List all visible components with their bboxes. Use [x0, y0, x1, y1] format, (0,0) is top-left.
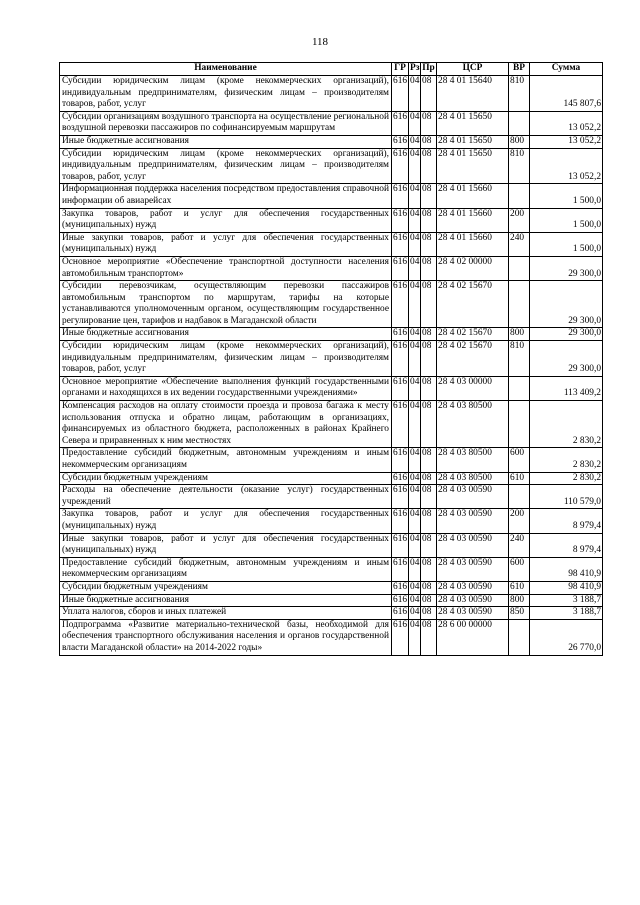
header-name: Наименование: [60, 63, 392, 76]
table-row: [60, 376, 603, 400]
gr-cell: 616: [392, 341, 409, 377]
table-body: [60, 76, 603, 656]
rz-cell: 04: [409, 448, 421, 472]
rz-cell: 04: [409, 472, 421, 485]
sum-cell: 98 410,9: [530, 581, 603, 594]
name-cell: Субсидии юридическим лицам (кроме некоммерческих организаций), индивидуальным предпринимателям, физическим лицам – производителям товаров, работ, услуг: [60, 341, 392, 377]
vr-cell: 800: [509, 135, 530, 148]
rz-cell: 04: [409, 256, 421, 280]
csr-cell: 28 4 02 15670: [437, 328, 509, 341]
vr-cell: [509, 281, 530, 328]
sum-cell: 113 409,2: [530, 376, 603, 400]
rz-cell: 04: [409, 619, 421, 655]
csr-cell: 28 4 03 80500: [437, 472, 509, 485]
csr-cell: 28 4 02 00000: [437, 256, 509, 280]
pr-cell: 08: [421, 376, 437, 400]
table-row: [60, 581, 603, 594]
table-row: [60, 509, 603, 533]
rz-cell: 04: [409, 509, 421, 533]
pr-cell: 08: [421, 111, 437, 135]
header-gr: ГР: [392, 63, 409, 76]
sum-cell: 13 052,2: [530, 135, 603, 148]
sum-cell: 29 300,0: [530, 328, 603, 341]
table-header-row: [60, 63, 603, 76]
name-cell: Иные бюджетные ассигнования: [60, 594, 392, 607]
table-row: [60, 328, 603, 341]
csr-cell: 28 4 01 15650: [437, 111, 509, 135]
vr-cell: 600: [509, 448, 530, 472]
vr-cell: [509, 401, 530, 448]
vr-cell: 850: [509, 607, 530, 620]
sum-cell: 8 979,4: [530, 533, 603, 557]
gr-cell: 616: [392, 232, 409, 256]
table-row: [60, 184, 603, 208]
vr-cell: [509, 184, 530, 208]
table-row: [60, 448, 603, 472]
name-cell: Уплата налогов, сборов и иных платежей: [60, 607, 392, 620]
csr-cell: 28 4 03 00590: [437, 581, 509, 594]
sum-cell: 8 979,4: [530, 509, 603, 533]
csr-cell: 28 4 03 00590: [437, 607, 509, 620]
header-vr: ВР: [509, 63, 530, 76]
vr-cell: 600: [509, 557, 530, 581]
csr-cell: 28 4 03 00590: [437, 485, 509, 509]
table-row: [60, 135, 603, 148]
sum-cell: 2 830,2: [530, 448, 603, 472]
csr-cell: 28 4 03 00590: [437, 509, 509, 533]
gr-cell: 616: [392, 607, 409, 620]
name-cell: Субсидии организациям воздушного транспорта на осуществление региональной воздушной перевозки пассажиров по софинансируемым маршрутам: [60, 111, 392, 135]
vr-cell: 800: [509, 328, 530, 341]
sum-cell: 29 300,0: [530, 341, 603, 377]
sum-cell: 3 188,7: [530, 607, 603, 620]
pr-cell: 08: [421, 472, 437, 485]
rz-cell: 04: [409, 281, 421, 328]
name-cell: Закупка товаров, работ и услуг для обеспечения государственных (муниципальных) нужд: [60, 208, 392, 232]
pr-cell: 08: [421, 594, 437, 607]
vr-cell: [509, 619, 530, 655]
csr-cell: 28 4 01 15660: [437, 184, 509, 208]
table-row: [60, 232, 603, 256]
csr-cell: 28 4 02 15670: [437, 281, 509, 328]
name-cell: Расходы на обеспечение деятельности (оказание услуг) государственных учреждений: [60, 485, 392, 509]
vr-cell: 240: [509, 232, 530, 256]
header-sum: Сумма: [530, 63, 603, 76]
name-cell: Иные закупки товаров, работ и услуг для обеспечения государственных (муниципальных) нужд: [60, 533, 392, 557]
csr-cell: 28 4 03 80500: [437, 401, 509, 448]
csr-cell: 28 4 01 15660: [437, 232, 509, 256]
rz-cell: 04: [409, 607, 421, 620]
vr-cell: 810: [509, 76, 530, 112]
pr-cell: 08: [421, 448, 437, 472]
vr-cell: 200: [509, 208, 530, 232]
pr-cell: 08: [421, 76, 437, 112]
vr-cell: [509, 111, 530, 135]
name-cell: Закупка товаров, работ и услуг для обеспечения государственных (муниципальных) нужд: [60, 509, 392, 533]
gr-cell: 616: [392, 472, 409, 485]
table-row: [60, 485, 603, 509]
table-row: [60, 208, 603, 232]
rz-cell: 04: [409, 376, 421, 400]
sum-cell: 1 500,0: [530, 232, 603, 256]
csr-cell: 28 4 02 15670: [437, 341, 509, 377]
table-row: [60, 607, 603, 620]
pr-cell: 08: [421, 509, 437, 533]
name-cell: Подпрограмма «Развитие материально-технической базы, необходимой для обеспечения транспортного обслуживания населения и органов государственной власти Магаданской области» на 2014-2022 годы»: [60, 619, 392, 655]
rz-cell: 04: [409, 341, 421, 377]
vr-cell: 610: [509, 472, 530, 485]
sum-cell: 2 830,2: [530, 472, 603, 485]
header-rz: Рз: [409, 63, 421, 76]
name-cell: Субсидии юридическим лицам (кроме некоммерческих организаций), индивидуальным предпринимателям, физическим лицам – производителям товаров, работ, услуг: [60, 76, 392, 112]
vr-cell: 610: [509, 581, 530, 594]
gr-cell: 616: [392, 557, 409, 581]
vr-cell: 800: [509, 594, 530, 607]
gr-cell: 616: [392, 594, 409, 607]
sum-cell: 13 052,2: [530, 111, 603, 135]
name-cell: Информационная поддержка населения посредством предоставления справочной информации об авиарейсах: [60, 184, 392, 208]
sum-cell: 145 807,6: [530, 76, 603, 112]
rz-cell: 04: [409, 232, 421, 256]
table-row: [60, 341, 603, 377]
sum-cell: 2 830,2: [530, 401, 603, 448]
pr-cell: 08: [421, 208, 437, 232]
name-cell: Компенсация расходов на оплату стоимости проезда и провоза багажа к месту использования отпуска и обратно лицам, работающим в организациях, финансируемых из областного бюджета, расположенных в районах Крайнего Севера и приравненных к ним местностях: [60, 401, 392, 448]
pr-cell: 08: [421, 281, 437, 328]
rz-cell: 04: [409, 184, 421, 208]
name-cell: Субсидии юридическим лицам (кроме некоммерческих организаций), индивидуальным предпринимателям, физическим лицам – производителям товаров, работ, услуг: [60, 148, 392, 184]
table-row: [60, 619, 603, 655]
name-cell: Основное мероприятие «Обеспечение выполнения функций государственными органами и находящихся в их ведении государственными учреждениями»: [60, 376, 392, 400]
vr-cell: [509, 256, 530, 280]
csr-cell: 28 4 01 15660: [437, 208, 509, 232]
pr-cell: 08: [421, 607, 437, 620]
rz-cell: 04: [409, 594, 421, 607]
gr-cell: 616: [392, 111, 409, 135]
sum-cell: 98 410,9: [530, 557, 603, 581]
pr-cell: 08: [421, 328, 437, 341]
gr-cell: 616: [392, 533, 409, 557]
gr-cell: 616: [392, 448, 409, 472]
csr-cell: 28 4 03 00590: [437, 594, 509, 607]
sum-cell: 29 300,0: [530, 256, 603, 280]
table-row: [60, 401, 603, 448]
table-row: [60, 594, 603, 607]
gr-cell: 616: [392, 328, 409, 341]
name-cell: Субсидии бюджетным учреждениям: [60, 581, 392, 594]
sum-cell: 13 052,2: [530, 148, 603, 184]
vr-cell: 810: [509, 148, 530, 184]
gr-cell: 616: [392, 581, 409, 594]
sum-cell: 26 770,0: [530, 619, 603, 655]
table-row: [60, 76, 603, 112]
table-row: [60, 533, 603, 557]
rz-cell: 04: [409, 135, 421, 148]
rz-cell: 04: [409, 557, 421, 581]
gr-cell: 616: [392, 148, 409, 184]
pr-cell: 08: [421, 256, 437, 280]
sum-cell: 3 188,7: [530, 594, 603, 607]
rz-cell: 04: [409, 581, 421, 594]
gr-cell: 616: [392, 485, 409, 509]
pr-cell: 08: [421, 184, 437, 208]
pr-cell: 08: [421, 619, 437, 655]
csr-cell: 28 4 03 80500: [437, 448, 509, 472]
name-cell: Предоставление субсидий бюджетным, автономным учреждениям и иным некоммерческим организациям: [60, 557, 392, 581]
csr-cell: 28 4 01 15650: [437, 148, 509, 184]
gr-cell: 616: [392, 509, 409, 533]
pr-cell: 08: [421, 148, 437, 184]
gr-cell: 616: [392, 76, 409, 112]
csr-cell: 28 4 03 00590: [437, 533, 509, 557]
gr-cell: 616: [392, 208, 409, 232]
vr-cell: 240: [509, 533, 530, 557]
pr-cell: 08: [421, 401, 437, 448]
sum-cell: 1 500,0: [530, 184, 603, 208]
name-cell: Основное мероприятие «Обеспечение транспортной доступности населения автомобильным транспортом»: [60, 256, 392, 280]
vr-cell: 200: [509, 509, 530, 533]
sum-cell: 29 300,0: [530, 281, 603, 328]
gr-cell: 616: [392, 376, 409, 400]
csr-cell: 28 4 03 00000: [437, 376, 509, 400]
sum-cell: 110 579,0: [530, 485, 603, 509]
budget-table: [59, 62, 603, 656]
rz-cell: 04: [409, 148, 421, 184]
csr-cell: 28 4 01 15650: [437, 135, 509, 148]
gr-cell: 616: [392, 281, 409, 328]
table-row: [60, 148, 603, 184]
rz-cell: 04: [409, 111, 421, 135]
name-cell: Иные бюджетные ассигнования: [60, 135, 392, 148]
table-row: [60, 557, 603, 581]
pr-cell: 08: [421, 232, 437, 256]
pr-cell: 08: [421, 557, 437, 581]
pr-cell: 08: [421, 485, 437, 509]
pr-cell: 08: [421, 135, 437, 148]
name-cell: Предоставление субсидий бюджетным, автономным учреждениям и иным некоммерческим организациям: [60, 448, 392, 472]
table-row: [60, 472, 603, 485]
name-cell: Иные бюджетные ассигнования: [60, 328, 392, 341]
header-pr: Пр: [421, 63, 437, 76]
gr-cell: 616: [392, 619, 409, 655]
page-number: 118: [311, 36, 329, 48]
name-cell: Иные закупки товаров, работ и услуг для обеспечения государственных (муниципальных) нужд: [60, 232, 392, 256]
vr-cell: [509, 376, 530, 400]
pr-cell: 08: [421, 533, 437, 557]
pr-cell: 08: [421, 581, 437, 594]
rz-cell: 04: [409, 401, 421, 448]
vr-cell: 810: [509, 341, 530, 377]
gr-cell: 616: [392, 256, 409, 280]
csr-cell: 28 6 00 00000: [437, 619, 509, 655]
gr-cell: 616: [392, 184, 409, 208]
gr-cell: 616: [392, 135, 409, 148]
csr-cell: 28 4 03 00590: [437, 557, 509, 581]
table-row: [60, 111, 603, 135]
rz-cell: 04: [409, 485, 421, 509]
rz-cell: 04: [409, 208, 421, 232]
header-csr: ЦСР: [437, 63, 509, 76]
csr-cell: 28 4 01 15640: [437, 76, 509, 112]
rz-cell: 04: [409, 76, 421, 112]
table-row: [60, 256, 603, 280]
table-row: [60, 281, 603, 328]
rz-cell: 04: [409, 533, 421, 557]
name-cell: Субсидии бюджетным учреждениям: [60, 472, 392, 485]
vr-cell: [509, 485, 530, 509]
rz-cell: 04: [409, 328, 421, 341]
pr-cell: 08: [421, 341, 437, 377]
gr-cell: 616: [392, 401, 409, 448]
sum-cell: 1 500,0: [530, 208, 603, 232]
name-cell: Субсидии перевозчикам, осуществляющим перевозки пассажиров автомобильным транспортом по маршрутам, тарифы на которые устанавливаются уполномоченным органом, осуществляющим государственное регулирование цен, тарифов и надбавок в Магаданской области: [60, 281, 392, 328]
